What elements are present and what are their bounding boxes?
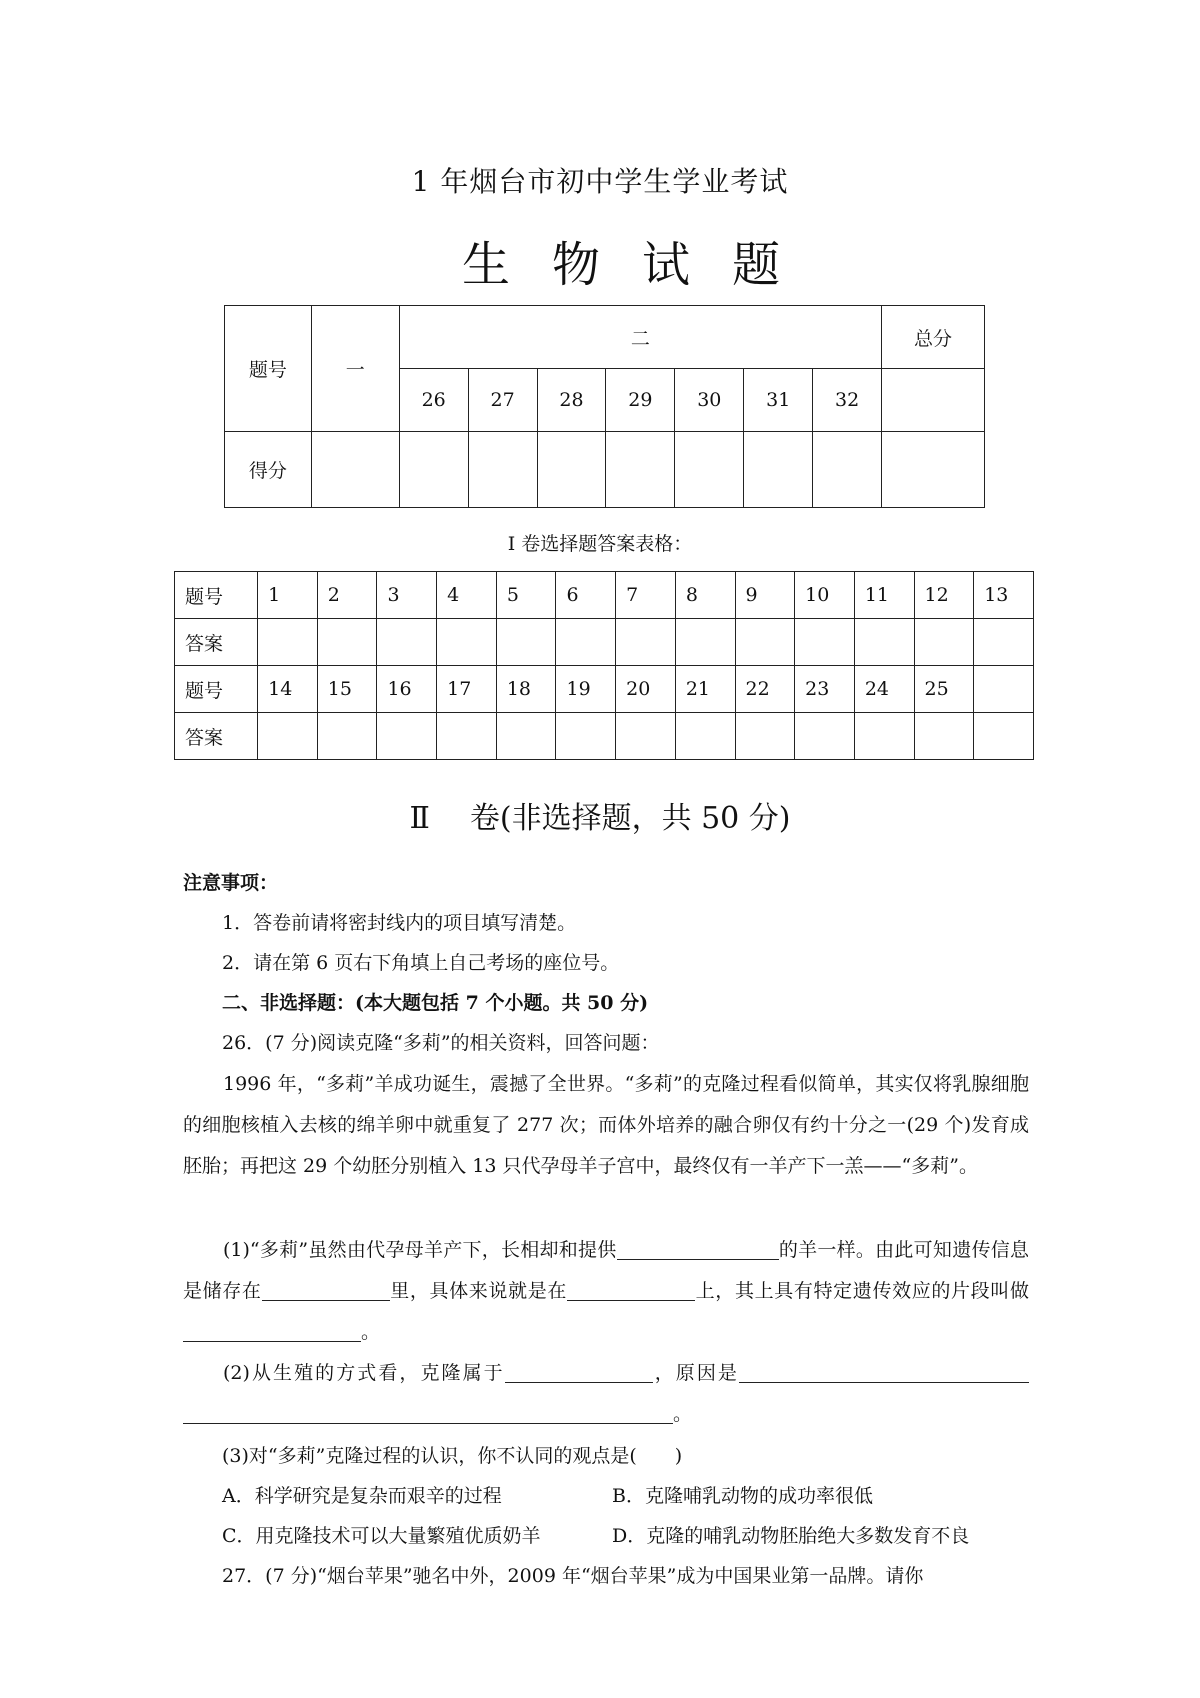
answer-cell[interactable] xyxy=(496,713,556,760)
answer-table-row xyxy=(175,619,1034,666)
question-number-cell: 15 xyxy=(317,666,377,713)
q26-intro: 26．(7 分)阅读克隆“多莉”的相关资料，回答问题： xyxy=(222,1032,660,1054)
q26-part1-text-a: (1)“多莉”虽然由代孕母羊产下，长相却和提供 xyxy=(223,1239,617,1261)
answer-cell[interactable] xyxy=(914,713,974,760)
answer-blank[interactable] xyxy=(505,1358,653,1383)
notes-item-2: 2．请在第 6 页右下角填上自己考场的座位号。 xyxy=(222,952,620,974)
score-table-number: 29 xyxy=(606,369,675,432)
q26-part1-text-b: 的羊一样。由此可知 xyxy=(778,1239,953,1261)
answer-cell[interactable] xyxy=(496,619,556,666)
answer-cell[interactable] xyxy=(437,619,497,666)
q26-part2-text-a: (2)从生殖的方式看，克隆属于 xyxy=(223,1362,505,1384)
q26-part2-text-c: 。 xyxy=(673,1403,693,1425)
question-number-cell: 24 xyxy=(854,666,914,713)
question-number-cell: 25 xyxy=(914,666,974,713)
question-number-cell: 1 xyxy=(258,572,318,619)
q26-part3: (3)对“多莉”克隆过程的认识，你不认同的观点是( ) xyxy=(222,1445,683,1467)
question-number-cell: 20 xyxy=(616,666,676,713)
score-table-number: 32 xyxy=(813,369,882,432)
question-number-cell xyxy=(974,666,1034,713)
question-number-cell: 7 xyxy=(616,572,676,619)
score-cell xyxy=(537,432,606,508)
answer-cell[interactable] xyxy=(854,619,914,666)
score-table-number: 30 xyxy=(675,369,744,432)
question-number-cell: 12 xyxy=(914,572,974,619)
question-number-cell: 19 xyxy=(556,666,616,713)
score-table-part-one: 一 xyxy=(311,306,399,432)
score-cell xyxy=(813,432,882,508)
exam-subtitle: 1 年烟台市初中学生学业考试 xyxy=(411,165,789,198)
answer-blank[interactable] xyxy=(183,1399,673,1424)
score-table xyxy=(224,305,985,508)
answer-row-label: 答案 xyxy=(175,619,258,666)
answer-cell[interactable] xyxy=(914,619,974,666)
score-table-question-label: 题号 xyxy=(225,306,312,432)
score-table-number: 28 xyxy=(537,369,606,432)
section-two-title xyxy=(0,793,1200,837)
score-cell xyxy=(882,432,985,508)
answer-table-row xyxy=(175,666,1034,713)
answer-cell[interactable] xyxy=(616,619,676,666)
q26-part1-text-g: 。 xyxy=(361,1321,381,1343)
question-number-cell: 2 xyxy=(317,572,377,619)
answer-cell[interactable] xyxy=(317,619,377,666)
answer-cell[interactable] xyxy=(974,713,1034,760)
score-table-total-label: 总分 xyxy=(882,306,985,369)
question-number-cell: 17 xyxy=(437,666,497,713)
score-cell xyxy=(675,432,744,508)
answer-table-row xyxy=(175,713,1034,760)
score-table-part-two: 二 xyxy=(399,306,881,369)
notes-heading: 注意事项： xyxy=(183,872,279,894)
answer-cell[interactable] xyxy=(556,619,616,666)
answer-cell[interactable] xyxy=(795,619,855,666)
section-two-roman: Ⅱ xyxy=(409,801,430,836)
answer-cell[interactable] xyxy=(377,713,437,760)
q26-part1-text-d: 里，具体来说就是在 xyxy=(389,1280,568,1302)
answer-cell[interactable] xyxy=(556,713,616,760)
section-two-heading: 卷(非选择题，共 50 分) xyxy=(469,801,791,836)
q26-part1-text-f: 应的片段叫做 xyxy=(911,1280,1029,1302)
question-number-cell: 10 xyxy=(795,572,855,619)
answer-row-label: 答案 xyxy=(175,713,258,760)
part-two-heading: 二、非选择题：(本大题包括 7 个小题。共 50 分) xyxy=(222,992,649,1014)
q26-part2 xyxy=(183,1353,1029,1435)
answer-cell[interactable] xyxy=(258,619,318,666)
answer-blank[interactable] xyxy=(739,1358,1029,1383)
answer-table-caption: I 卷选择题答案表格： xyxy=(507,533,693,555)
q26-option-a: A．科学研究是复杂而艰辛的过程 xyxy=(222,1485,502,1507)
question-row-label: 题号 xyxy=(175,666,258,713)
notes-item-1: 1．答卷前请将密封线内的项目填写清楚。 xyxy=(222,912,577,934)
answer-cell[interactable] xyxy=(735,713,795,760)
exam-title: 生物试题 xyxy=(461,237,822,293)
answer-blank[interactable] xyxy=(617,1235,779,1260)
q26-option-c: C．用克隆技术可以大量繁殖优质奶羊 xyxy=(222,1525,541,1547)
score-cell xyxy=(744,432,813,508)
score-table-number: 31 xyxy=(744,369,813,432)
answer-table xyxy=(174,571,1034,760)
score-table-number: 27 xyxy=(468,369,537,432)
q27-intro: 27．(7 分)“烟台苹果”驰名中外，2009 年“烟台苹果”成为中国果业第一品牌。请你 xyxy=(222,1565,924,1587)
score-table-total-cell xyxy=(882,369,985,432)
question-number-cell: 8 xyxy=(675,572,735,619)
q26-part2-text-b: ，原因是 xyxy=(652,1362,739,1384)
q26-passage: 1996 年，“多莉”羊成功诞生，震撼了全世界。“多莉”的克隆过程看似简单，其实仅将乳腺细胞的细胞核植入去核的绵羊卵中就重复了 277 次；而体外培养的融合卵仅有约十分之一(29 个)发育成胚胎；再把这 29 个幼胚分别植入 13 只代孕母羊子宫中，最终仅有一羊产下一羔——“多莉”。 xyxy=(183,1073,1029,1177)
answer-cell[interactable] xyxy=(317,713,377,760)
answer-blank[interactable] xyxy=(183,1317,361,1342)
question-number-cell: 3 xyxy=(377,572,437,619)
answer-cell[interactable] xyxy=(795,713,855,760)
answer-blank[interactable] xyxy=(567,1276,695,1301)
question-number-cell: 5 xyxy=(496,572,556,619)
answer-table-row xyxy=(175,572,1034,619)
answer-cell[interactable] xyxy=(258,713,318,760)
answer-cell[interactable] xyxy=(974,619,1034,666)
question-number-cell: 9 xyxy=(735,572,795,619)
question-number-cell: 22 xyxy=(735,666,795,713)
question-number-cell: 11 xyxy=(854,572,914,619)
question-number-cell: 6 xyxy=(556,572,616,619)
q26-part1-text-c: 遗传信息是储存在 xyxy=(183,1239,1029,1302)
score-cell xyxy=(606,432,675,508)
question-number-cell: 16 xyxy=(377,666,437,713)
score-table-score-label: 得分 xyxy=(225,432,312,508)
answer-cell[interactable] xyxy=(675,713,735,760)
score-cell xyxy=(468,432,537,508)
answer-cell[interactable] xyxy=(616,713,676,760)
q26-option-d: D．克隆的哺乳动物胚胎绝大多数发育不良 xyxy=(612,1525,970,1547)
answer-cell[interactable] xyxy=(675,619,735,666)
q26-part1-text-e: 上，其上具有特定遗传效 xyxy=(695,1280,912,1302)
question-number-cell: 13 xyxy=(974,572,1034,619)
question-number-cell: 14 xyxy=(258,666,318,713)
q26-part1 xyxy=(183,1230,1029,1353)
score-cell xyxy=(311,432,399,508)
score-cell xyxy=(399,432,468,508)
question-row-label: 题号 xyxy=(175,572,258,619)
score-table-number: 26 xyxy=(399,369,468,432)
answer-cell[interactable] xyxy=(735,619,795,666)
question-number-cell: 23 xyxy=(795,666,855,713)
question-number-cell: 18 xyxy=(496,666,556,713)
answer-cell[interactable] xyxy=(437,713,497,760)
question-number-cell: 4 xyxy=(437,572,497,619)
answer-cell[interactable] xyxy=(854,713,914,760)
q26-option-b: B．克隆哺乳动物的成功率很低 xyxy=(612,1485,873,1507)
answer-cell[interactable] xyxy=(377,619,437,666)
answer-blank[interactable] xyxy=(262,1276,390,1301)
question-number-cell: 21 xyxy=(675,666,735,713)
